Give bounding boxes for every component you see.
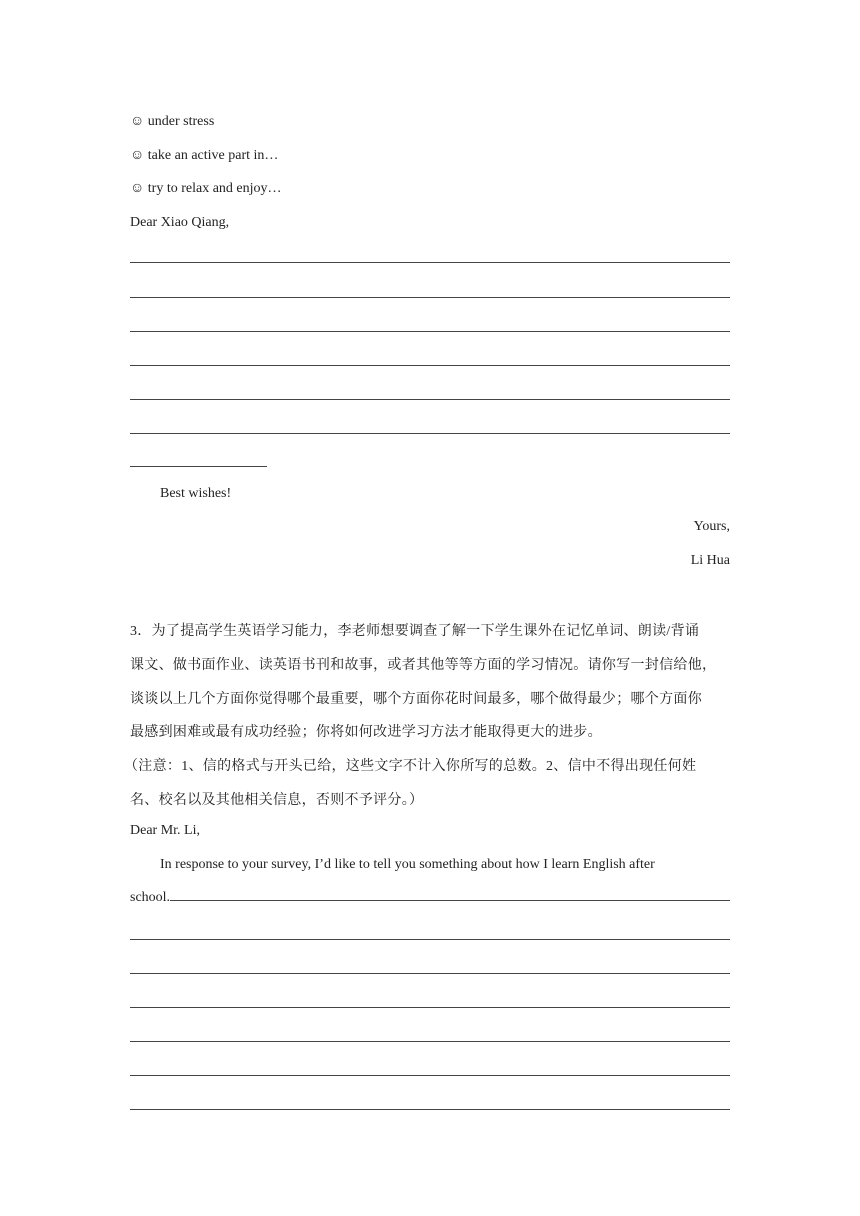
writing-line-short[interactable] — [130, 466, 267, 467]
letter2-opening: In response to your survey, I’d like to tell you something about how I learn English after — [160, 857, 655, 872]
writing-line[interactable] — [130, 1109, 730, 1110]
writing-line[interactable] — [130, 1041, 730, 1042]
smiley-icon: ☺ — [130, 148, 145, 163]
question3-prompt-line: 课文、做书面作业、读英语书刊和故事，或者其他等等方面的学习情况。请你写一封信给他， — [130, 658, 717, 673]
hint-item — [130, 148, 278, 164]
hint-text: take an active part in… — [147, 148, 279, 163]
writing-line[interactable] — [130, 1007, 730, 1008]
letter1-signature: Li Hua — [690, 553, 730, 568]
question3-prompt-line: 3．为了提高学生英语学习能力，李老师想要调查了解一下学生课外在记忆单词、朗读/背诵 — [130, 624, 700, 639]
writing-line[interactable] — [170, 899, 730, 901]
smiley-icon: ☺ — [130, 114, 145, 129]
question3-note-line: （注意：1、信的格式与开头已给，这些文字不计入你所写的总数。2、信中不得出现任何姓 — [124, 759, 697, 774]
writing-line[interactable] — [130, 973, 730, 974]
writing-line[interactable] — [130, 262, 730, 263]
writing-line[interactable] — [130, 1075, 730, 1076]
letter1-sign-off: Yours, — [693, 519, 730, 534]
question3-prompt-line: 谈谈以上几个方面你觉得哪个最重要，哪个方面你花时间最多，哪个做得最少；哪个方面你 — [130, 692, 702, 707]
letter2-opening-cont: school. — [130, 890, 730, 906]
hint-item — [130, 181, 282, 197]
writing-line[interactable] — [130, 939, 730, 940]
hint-item — [130, 114, 214, 130]
question3-prompt-line: 最感到困难或最有成功经验；你将如何改进学习方法才能取得更大的进步。 — [130, 725, 602, 740]
question-number: 3． — [130, 624, 152, 639]
smiley-icon: ☺ — [130, 181, 145, 196]
letter2-greeting: Dear Mr. Li, — [130, 823, 200, 838]
letter1-greeting: Dear Xiao Qiang, — [130, 215, 230, 230]
writing-line[interactable] — [130, 433, 730, 434]
writing-line[interactable] — [130, 399, 730, 400]
writing-line[interactable] — [130, 297, 730, 298]
hint-text: under stress — [147, 114, 215, 129]
writing-line[interactable] — [130, 365, 730, 366]
question3-note-line: 名、校名以及其他相关信息，否则不予评分。） — [130, 793, 424, 808]
hint-text: try to relax and enjoy… — [147, 181, 282, 196]
letter1-closing: Best wishes! — [160, 486, 232, 501]
writing-line[interactable] — [130, 331, 730, 332]
